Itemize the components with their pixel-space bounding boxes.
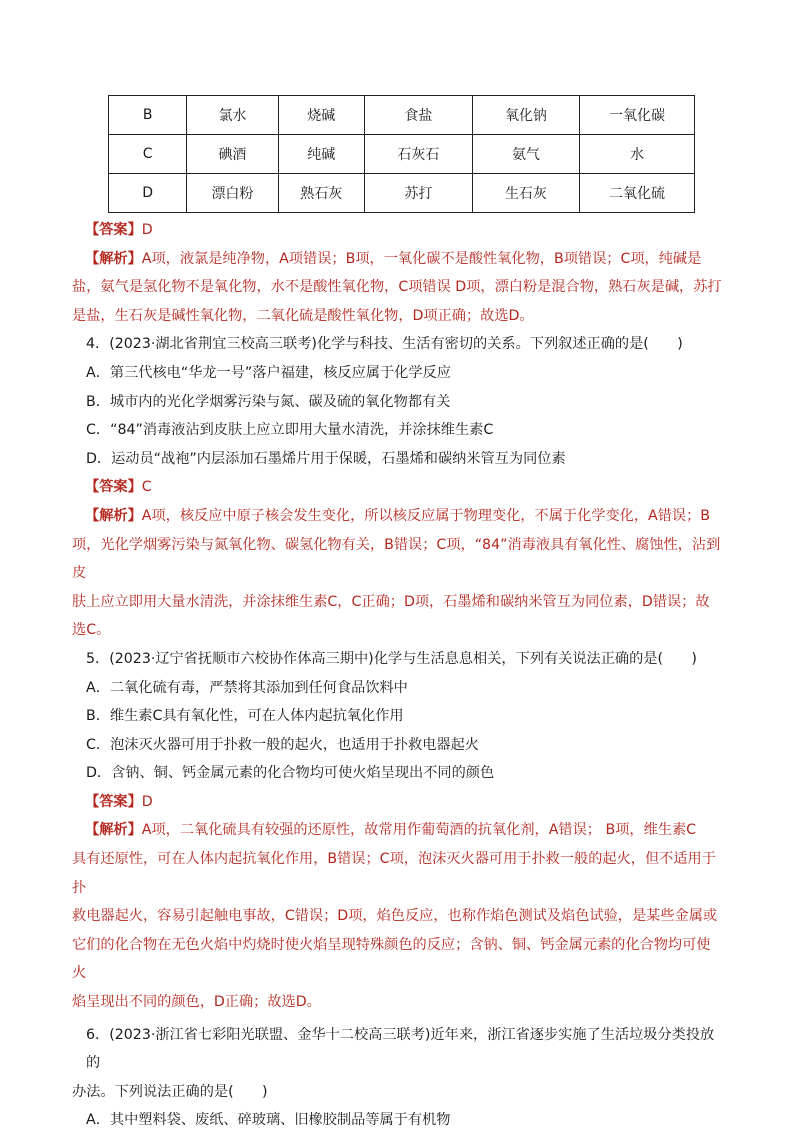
question-option: D．含钠、铜、钙金属元素的化合物均可使火焰呈现出不同的颜色 (86, 765, 495, 782)
answer-tag: 【答案】 (85, 222, 142, 238)
table-cell: 二氧化硫 (579, 174, 694, 213)
table-row (109, 174, 695, 213)
analysis-line: 它们的化合物在无色火焰中灼烧时使火焰呈现特殊颜色的反应；含钠、铜、钙金属元素的化合物均可使火 (72, 936, 711, 982)
table-cell: 石灰石 (364, 135, 472, 174)
table-cell: 熟石灰 (278, 174, 364, 213)
answer-line (72, 473, 722, 502)
table-cell: 食盐 (364, 96, 472, 135)
analysis-tag: 【解析】 (85, 822, 142, 839)
question-option: C．“84”消毒液沾到皮肤上应立即用大量水清洗，并涂抹维生素C (86, 422, 494, 439)
table-cell: D (109, 174, 187, 213)
answer-line (72, 216, 722, 245)
question-option: A．其中塑料袋、废纸、碎玻璃、旧橡胶制品等属于有机物 (86, 1112, 451, 1129)
question-option: C．泡沫灭火器可用于扑救一般的起火，也适用于扑救电器起火 (86, 736, 479, 753)
table-cell: 氧化钠 (472, 96, 579, 135)
substance-classification-table (108, 95, 695, 213)
answer-tag: 【答案】 (85, 479, 142, 496)
answer-value: C (141, 479, 152, 496)
analysis-line (72, 245, 722, 274)
table-cell: 水 (579, 135, 694, 174)
table-cell: 一氧化碳 (579, 96, 694, 135)
question-option: B．城市内的光化学烟雾污染与氮、碳及硫的氧化物都有关 (86, 393, 451, 410)
analysis-tag: 【解析】 (85, 507, 142, 524)
document-body (72, 216, 722, 1135)
table-cell: B (109, 96, 187, 135)
analysis-line (72, 816, 722, 845)
analysis-line: 盐，氨气是氢化物不是氧化物，水不是酸性氧化物，C项错误 D项，漂白粉是混合物，熟石灰是碱，苏打 (72, 279, 722, 296)
analysis-line: 是盐，生石灰是碱性氧化物，二氧化硫是酸性氧化物，D项正确；故选D。 (72, 307, 534, 324)
question-stem-continued: 办法。下列说法正确的是( ) (72, 1083, 268, 1100)
answer-value: D (141, 793, 153, 810)
table-cell: C (109, 135, 187, 174)
analysis-line: 项，光化学烟雾污染与氮氧化物、碳氢化物有关，B错误；C项，“84”消毒液具有氧化性、腐蚀性，沾到皮 (72, 536, 721, 582)
analysis-line (72, 502, 722, 531)
analysis-line: 救电器起火，容易引起触电事故，C错误；D项，焰色反应，也称作焰色测试及焰色试验，是某些金属或 (72, 908, 718, 925)
question-option: D．运动员“战袍”内层添加石墨烯片用于保暖，石墨烯和碳纳米管互为同位素 (86, 450, 566, 467)
analysis-tag: 【解析】 (85, 250, 142, 267)
question-stem: 5．(2023·辽宁省抚顺市六校协作体高三期中)化学与生活息息相关，下列有关说法正确的是( ) (86, 650, 697, 667)
question-option: A．第三代核电“华龙一号”落户福建，核反应属于化学反应 (86, 364, 451, 381)
table-cell: 烧碱 (278, 96, 364, 135)
analysis-line: 肤上应立即用大量水清洗，并涂抹维生素C，C正确；D项，石墨烯和碳纳米管互为同位素，D错误；故 (72, 593, 710, 610)
question-stem: 6．(2023·浙江省七彩阳光联盟、金华十二校高三联考)近年来，浙江省逐步实施了生活垃圾分类投放的 (86, 1026, 715, 1072)
analysis-line: 选C。 (72, 622, 111, 639)
answer-tag: 【答案】 (85, 793, 142, 810)
table-row (109, 135, 695, 174)
table-cell: 苏打 (364, 174, 472, 213)
answer-value: D (141, 222, 153, 238)
answer-line (72, 788, 722, 817)
table-cell: 纯碱 (278, 135, 364, 174)
question-option: B．维生素C具有氧化性，可在人体内起抗氧化作用 (86, 708, 404, 725)
analysis-text: A项，液氯是纯净物，A项错误；B项，一氧化碳不是酸性氧化物，B项错误；C项，纯碱是 (141, 250, 702, 267)
analysis-text: A项，二氧化硫具有较强的还原性，故常用作葡萄酒的抗氧化剂，A错误； B项，维生素C (141, 822, 697, 839)
table-row (109, 96, 695, 135)
analysis-line: 具有还原性，可在人体内起抗氧化作用，B错误；C项，泡沫灭火器可用于扑救一般的起火，但不适用于扑 (72, 851, 716, 896)
table-cell: 氯水 (187, 96, 278, 135)
table-cell: 氨气 (472, 135, 579, 174)
table-cell: 碘酒 (187, 135, 278, 174)
question-option: A．二氧化硫有毒，严禁将其添加到任何食品饮料中 (86, 679, 408, 696)
analysis-text: A项，核反应中原子核会发生变化，所以核反应属于物理变化，不属于化学变化，A错误；B (141, 507, 711, 524)
analysis-line: 焰呈现出不同的颜色，D正确；故选D。 (72, 994, 321, 1011)
table-cell: 生石灰 (472, 174, 579, 213)
question-stem: 4．(2023·湖北省荆宜三校高三联考)化学与科技、生活有密切的关系。下列叙述正确的是( ) (86, 336, 683, 353)
table-cell: 漂白粉 (187, 174, 278, 213)
